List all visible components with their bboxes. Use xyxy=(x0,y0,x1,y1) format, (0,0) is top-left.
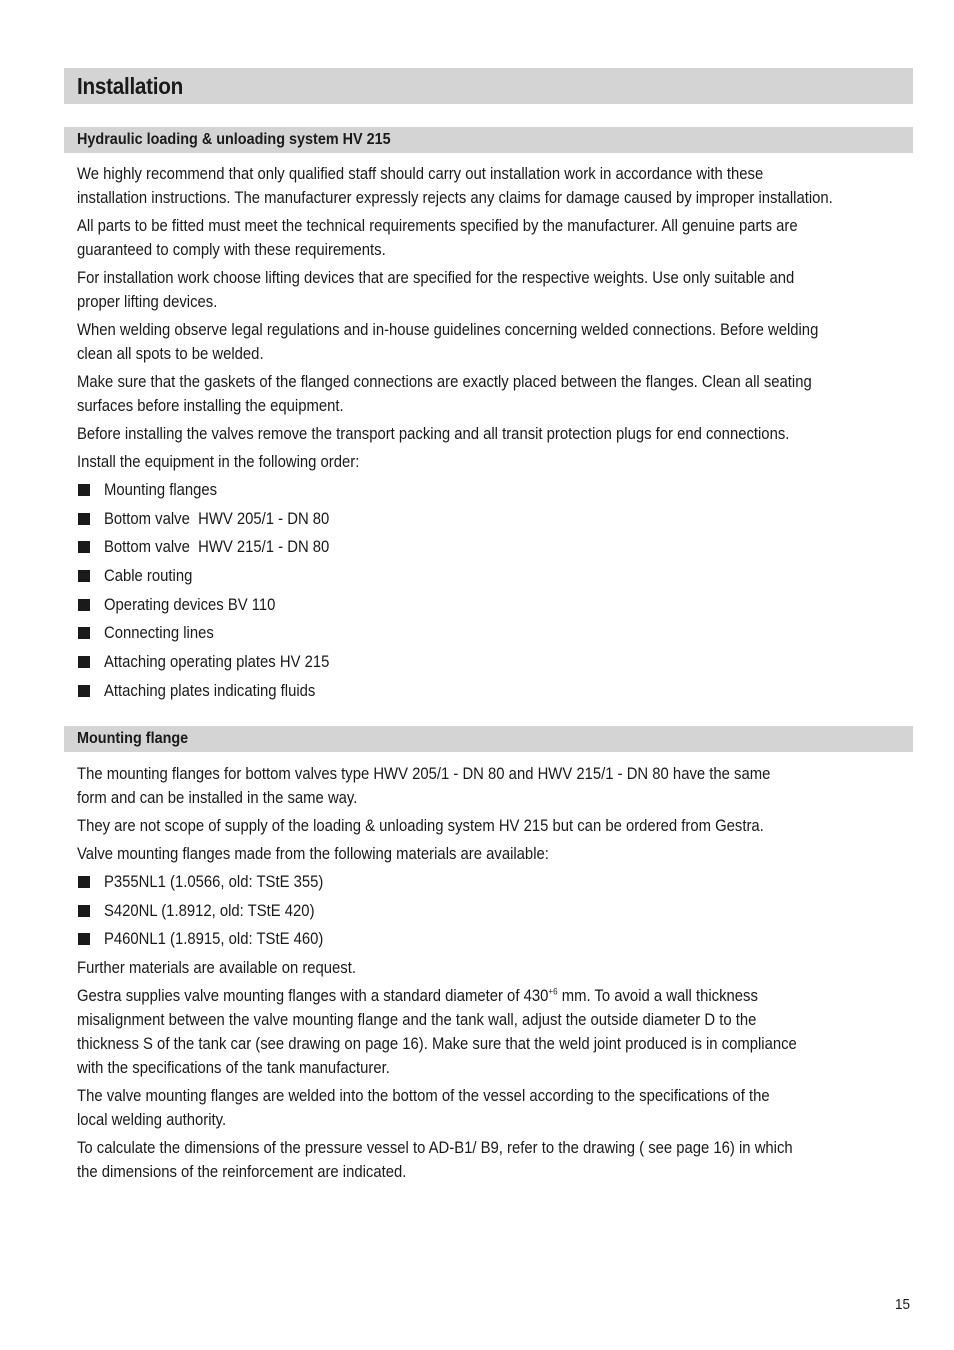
square-bullet-icon xyxy=(78,627,90,639)
square-bullet-icon xyxy=(78,933,90,945)
list-item: Bottom valve HWV 215/1 - DN 80 xyxy=(77,535,954,564)
square-bullet-icon xyxy=(78,905,90,917)
square-bullet-icon xyxy=(78,570,90,582)
page-title-bar xyxy=(64,68,913,104)
list-item: Mounting flanges xyxy=(77,478,954,507)
section-body-mounting-flange xyxy=(77,762,954,1188)
page-title: Installation xyxy=(77,72,184,99)
paragraph-install-order: Install the equipment in the following order: xyxy=(77,453,360,471)
paragraph-standard-diameter: Gestra supplies valve mounting flanges with a standard diameter of $430^{+6}$ mm. To avoid a wall thickness misalignment between the valve mounting flange and the tank wall, adjust the outside diameter D to the thickness S of the tank car (see drawing on page 16). Make sure that the weld joint produced is in compliance with the specifications of the tank manufacturer. xyxy=(77,986,797,1078)
section-heading-bar-hydraulic-system xyxy=(64,127,913,153)
square-bullet-icon xyxy=(78,599,90,611)
section-heading: Hydraulic loading & unloading system HV 215 xyxy=(77,131,391,148)
section-body-hydraulic-system xyxy=(77,162,954,708)
materials-list xyxy=(77,870,954,956)
square-bullet-icon xyxy=(78,685,90,697)
square-bullet-icon xyxy=(78,656,90,668)
paragraph-welded-into-bottom: The valve mounting flanges are welded into the bottom of the vessel according to the specifications of the local welding authority. xyxy=(77,1087,770,1130)
section-heading-bar-mounting-flange xyxy=(64,726,913,752)
paragraph-lifting-devices: For installation work choose lifting devices that are specified for the respective weights. Use only suitable and proper lifting devices. xyxy=(77,269,795,311)
paragraph-transport-packing: Before installing the valves remove the transport packing and all transit protection plugs for end connections. xyxy=(77,425,790,443)
list-item: S420NL (1.8912, old: TStE 420) xyxy=(77,899,954,928)
section-heading: Mounting flange xyxy=(77,730,189,747)
square-bullet-icon xyxy=(78,484,90,496)
list-item: Cable routing xyxy=(77,564,954,593)
paragraph-flange-form: The mounting flanges for bottom valves type HWV 205/1 - DN 80 and HWV 215/1 - DN 80 have the same form and can be installed in the same way. xyxy=(77,765,771,807)
list-item: Connecting lines xyxy=(77,621,954,650)
list-item: P355NL1 (1.0566, old: TStE 355) xyxy=(77,870,954,899)
list-item: Attaching operating plates HV 215 xyxy=(77,650,954,679)
square-bullet-icon xyxy=(78,513,90,525)
list-item: P460NL1 (1.8915, old: TStE 460) xyxy=(77,927,954,956)
square-bullet-icon xyxy=(78,876,90,888)
paragraph-qualified-staff: We highly recommend that only qualified staff should carry out installation work in accordance with these installation instructions. The manufacturer expressly rejects any claims for damage caused by improper installation. xyxy=(77,165,833,207)
paragraph-genuine-parts: All parts to be fitted must meet the technical requirements specified by the manufacturer. All genuine parts are guaranteed to comply with these requirements. xyxy=(77,217,798,259)
page-number: 15 xyxy=(895,1296,911,1313)
list-item: Operating devices BV 110 xyxy=(77,593,954,622)
paragraph-materials-available: Valve mounting flanges made from the following materials are available: xyxy=(77,845,549,863)
paragraph-pressure-vessel: To calculate the dimensions of the pressure vessel to AD-B1/ B9, refer to the drawing ( see page 16) in which the dimensions of the reinforcement are indicated. xyxy=(77,1139,793,1182)
paragraph-gaskets: Make sure that the gaskets of the flanged connections are exactly placed between the flanges. Clean all seating surfaces before installing the equipment. xyxy=(77,373,812,415)
paragraph-further-materials: Further materials are available on request. xyxy=(77,959,356,978)
install-order-list xyxy=(77,478,954,708)
square-bullet-icon xyxy=(78,541,90,553)
paragraph-welding: When welding observe legal regulations and in-house guidelines concerning welded connections. Before welding clean all spots to be welded. xyxy=(77,321,819,363)
list-item: Bottom valve HWV 205/1 - DN 80 xyxy=(77,507,954,536)
list-item: Attaching plates indicating fluids xyxy=(77,679,954,708)
paragraph-scope-of-supply: They are not scope of supply of the loading & unloading system HV 215 but can be ordered from Gestra. xyxy=(77,817,764,835)
